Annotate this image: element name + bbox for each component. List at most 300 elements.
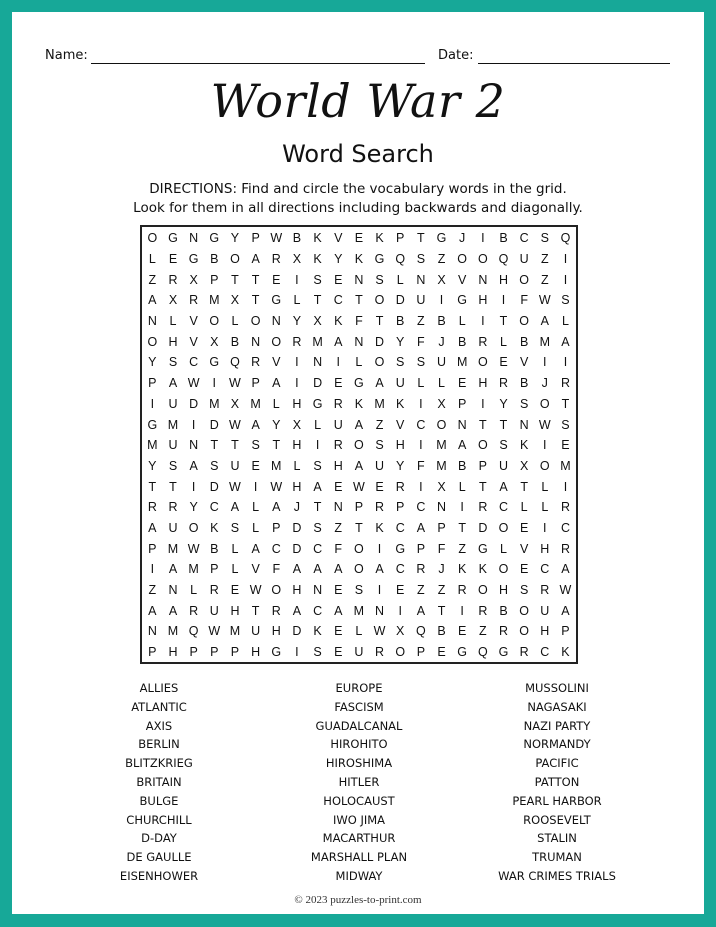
- grid-letter[interactable]: I: [543, 355, 547, 370]
- grid-letter[interactable]: Q: [498, 252, 509, 267]
- grid-letter[interactable]: O: [209, 314, 220, 329]
- grid-letter[interactable]: S: [396, 355, 405, 370]
- grid-letter[interactable]: M: [436, 438, 447, 453]
- grid-letter[interactable]: H: [333, 458, 343, 473]
- grid-letter[interactable]: O: [519, 272, 529, 287]
- grid-letter[interactable]: S: [313, 645, 322, 660]
- grid-letter[interactable]: T: [272, 438, 281, 453]
- grid-letter[interactable]: T: [210, 438, 219, 453]
- grid-letter[interactable]: I: [295, 376, 299, 391]
- grid-letter[interactable]: L: [500, 541, 507, 556]
- grid-letter[interactable]: O: [395, 645, 406, 660]
- grid-letter[interactable]: A: [561, 334, 570, 349]
- grid-letter[interactable]: J: [438, 562, 445, 577]
- grid-letter[interactable]: X: [437, 396, 446, 411]
- grid-letter[interactable]: I: [212, 376, 217, 391]
- grid-letter[interactable]: L: [458, 479, 466, 494]
- grid-letter[interactable]: Y: [499, 396, 508, 411]
- grid-letter[interactable]: A: [354, 458, 364, 473]
- grid-letter[interactable]: C: [271, 541, 281, 556]
- grid-letter[interactable]: V: [272, 355, 281, 370]
- grid-letter[interactable]: A: [251, 541, 260, 556]
- grid-letter[interactable]: L: [355, 624, 363, 639]
- grid-letter[interactable]: A: [499, 479, 508, 494]
- grid-letter[interactable]: Q: [188, 624, 199, 639]
- grid-letter[interactable]: Z: [148, 583, 157, 598]
- grid-letter[interactable]: B: [396, 314, 405, 329]
- grid-letter[interactable]: Y: [189, 500, 198, 515]
- grid-letter[interactable]: P: [396, 231, 405, 246]
- grid-letter[interactable]: K: [313, 252, 322, 267]
- grid-letter[interactable]: H: [478, 293, 488, 308]
- grid-letter[interactable]: A: [540, 314, 549, 329]
- grid-letter[interactable]: O: [519, 314, 529, 329]
- grid-letter[interactable]: Q: [477, 645, 488, 660]
- grid-letter[interactable]: Y: [396, 458, 405, 473]
- grid-letter[interactable]: X: [313, 314, 322, 329]
- grid-letter[interactable]: E: [334, 479, 343, 494]
- grid-letter[interactable]: O: [539, 458, 550, 473]
- grid-letter[interactable]: U: [168, 520, 178, 535]
- grid-letter[interactable]: L: [231, 562, 239, 577]
- grid-letter[interactable]: W: [229, 417, 241, 432]
- grid-letter[interactable]: G: [209, 355, 220, 370]
- grid-letter[interactable]: K: [334, 314, 343, 329]
- grid-letter[interactable]: P: [437, 520, 446, 535]
- grid-letter[interactable]: H: [292, 438, 302, 453]
- grid-letter[interactable]: L: [355, 355, 363, 370]
- grid-letter[interactable]: I: [460, 603, 464, 618]
- grid-letter[interactable]: W: [249, 583, 262, 598]
- grid-letter[interactable]: N: [271, 314, 281, 329]
- grid-letter[interactable]: G: [354, 376, 364, 391]
- grid-letter[interactable]: A: [416, 520, 426, 535]
- grid-letter[interactable]: P: [148, 376, 157, 391]
- grid-letter[interactable]: D: [395, 293, 405, 308]
- grid-letter[interactable]: M: [353, 603, 365, 618]
- grid-letter[interactable]: S: [168, 458, 178, 473]
- grid-letter[interactable]: N: [189, 438, 199, 453]
- grid-letter[interactable]: O: [477, 438, 488, 453]
- grid-letter[interactable]: I: [543, 520, 547, 535]
- grid-letter[interactable]: Z: [334, 520, 343, 535]
- grid-letter[interactable]: R: [271, 603, 281, 618]
- grid-letter[interactable]: B: [230, 334, 240, 349]
- grid-letter[interactable]: C: [498, 500, 508, 515]
- grid-letter[interactable]: L: [148, 252, 156, 267]
- grid-letter[interactable]: D: [209, 417, 219, 432]
- grid-letter[interactable]: G: [147, 417, 158, 432]
- grid-letter[interactable]: L: [438, 376, 445, 391]
- grid-letter[interactable]: S: [210, 458, 219, 473]
- grid-letter[interactable]: R: [540, 583, 550, 598]
- grid-letter[interactable]: A: [251, 417, 260, 432]
- grid-letter[interactable]: B: [499, 603, 508, 618]
- grid-letter[interactable]: S: [251, 438, 260, 453]
- grid-letter[interactable]: N: [313, 583, 323, 598]
- grid-letter[interactable]: S: [519, 583, 529, 598]
- grid-letter[interactable]: R: [560, 541, 570, 556]
- grid-letter[interactable]: H: [540, 624, 550, 639]
- grid-letter[interactable]: L: [169, 314, 177, 329]
- grid-letter[interactable]: L: [314, 417, 322, 432]
- grid-letter[interactable]: T: [479, 479, 487, 494]
- grid-letter[interactable]: A: [292, 603, 302, 618]
- grid-letter[interactable]: N: [168, 583, 178, 598]
- grid-letter[interactable]: Z: [375, 417, 384, 432]
- grid-letter[interactable]: E: [334, 645, 343, 660]
- grid-letter[interactable]: F: [437, 541, 446, 556]
- grid-letter[interactable]: X: [230, 396, 240, 411]
- grid-letter[interactable]: L: [293, 293, 301, 308]
- grid-letter[interactable]: G: [312, 396, 323, 411]
- grid-letter[interactable]: B: [458, 458, 467, 473]
- grid-letter[interactable]: A: [168, 562, 178, 577]
- grid-letter[interactable]: C: [416, 417, 426, 432]
- grid-letter[interactable]: R: [168, 500, 178, 515]
- grid-letter[interactable]: A: [334, 603, 343, 618]
- grid-letter[interactable]: S: [519, 396, 529, 411]
- grid-letter[interactable]: T: [313, 500, 322, 515]
- grid-letter[interactable]: R: [498, 624, 508, 639]
- grid-letter[interactable]: C: [313, 541, 323, 556]
- grid-letter[interactable]: V: [519, 541, 529, 556]
- grid-letter[interactable]: T: [499, 417, 508, 432]
- grid-letter[interactable]: T: [437, 603, 446, 618]
- grid-letter[interactable]: H: [292, 396, 302, 411]
- grid-letter[interactable]: H: [478, 376, 488, 391]
- grid-letter[interactable]: D: [292, 624, 302, 639]
- grid-letter[interactable]: T: [313, 293, 322, 308]
- grid-letter[interactable]: B: [519, 376, 529, 391]
- grid-letter[interactable]: I: [150, 396, 155, 411]
- grid-letter[interactable]: T: [231, 272, 239, 287]
- grid-letter[interactable]: C: [189, 355, 199, 370]
- grid-letter[interactable]: K: [354, 252, 364, 267]
- grid-letter[interactable]: P: [416, 541, 426, 556]
- grid-letter[interactable]: R: [168, 272, 178, 287]
- grid-letter[interactable]: T: [169, 479, 177, 494]
- grid-letter[interactable]: G: [477, 541, 488, 556]
- grid-letter[interactable]: C: [395, 520, 405, 535]
- grid-letter[interactable]: Q: [395, 252, 406, 267]
- grid-letter[interactable]: G: [271, 645, 282, 660]
- grid-letter[interactable]: I: [481, 231, 485, 246]
- grid-letter[interactable]: M: [229, 624, 241, 639]
- grid-letter[interactable]: R: [478, 334, 488, 349]
- grid-letter[interactable]: A: [313, 479, 322, 494]
- grid-letter[interactable]: H: [271, 624, 281, 639]
- grid-letter[interactable]: K: [519, 438, 529, 453]
- grid-letter[interactable]: L: [417, 376, 425, 391]
- grid-letter[interactable]: W: [270, 479, 283, 494]
- grid-letter[interactable]: T: [479, 417, 487, 432]
- grid-letter[interactable]: U: [168, 438, 178, 453]
- grid-letter[interactable]: M: [250, 396, 261, 411]
- grid-letter[interactable]: W: [559, 583, 572, 598]
- grid-letter[interactable]: G: [457, 645, 468, 660]
- grid-letter[interactable]: L: [500, 334, 507, 349]
- grid-letter[interactable]: Q: [560, 231, 571, 246]
- grid-letter[interactable]: Z: [437, 583, 446, 598]
- grid-letter[interactable]: K: [210, 520, 219, 535]
- grid-letter[interactable]: A: [251, 252, 260, 267]
- grid-letter[interactable]: N: [457, 417, 467, 432]
- grid-letter[interactable]: T: [561, 396, 570, 411]
- grid-letter[interactable]: U: [333, 417, 343, 432]
- grid-letter[interactable]: M: [167, 541, 179, 556]
- grid-letter[interactable]: L: [541, 500, 549, 515]
- grid-letter[interactable]: B: [437, 314, 446, 329]
- grid-letter[interactable]: O: [477, 252, 488, 267]
- grid-letter[interactable]: F: [272, 562, 281, 577]
- grid-letter[interactable]: R: [560, 376, 570, 391]
- grid-letter[interactable]: E: [230, 583, 240, 598]
- grid-letter[interactable]: T: [458, 520, 466, 535]
- grid-letter[interactable]: Z: [479, 624, 487, 639]
- grid-letter[interactable]: A: [189, 458, 198, 473]
- grid-letter[interactable]: I: [543, 438, 547, 453]
- grid-letter[interactable]: R: [333, 438, 343, 453]
- grid-letter[interactable]: R: [147, 500, 157, 515]
- grid-letter[interactable]: O: [271, 334, 282, 349]
- grid-letter[interactable]: N: [313, 355, 323, 370]
- grid-letter[interactable]: O: [354, 541, 364, 556]
- grid-letter[interactable]: S: [230, 520, 240, 535]
- grid-letter[interactable]: O: [147, 231, 158, 246]
- grid-letter[interactable]: T: [148, 479, 157, 494]
- grid-letter[interactable]: P: [251, 231, 260, 246]
- grid-letter[interactable]: K: [313, 231, 322, 246]
- grid-letter[interactable]: S: [354, 583, 364, 598]
- grid-letter[interactable]: K: [396, 396, 405, 411]
- grid-letter[interactable]: O: [436, 417, 447, 432]
- grid-letter[interactable]: U: [230, 458, 240, 473]
- grid-letter[interactable]: O: [477, 355, 488, 370]
- grid-letter[interactable]: A: [168, 603, 178, 618]
- grid-letter[interactable]: H: [292, 583, 302, 598]
- grid-letter[interactable]: W: [373, 624, 386, 639]
- grid-letter[interactable]: T: [231, 438, 239, 453]
- grid-letter[interactable]: P: [251, 376, 260, 391]
- grid-letter[interactable]: E: [334, 376, 343, 391]
- grid-letter[interactable]: H: [251, 645, 261, 660]
- grid-letter[interactable]: D: [292, 541, 302, 556]
- grid-letter[interactable]: S: [168, 355, 178, 370]
- grid-letter[interactable]: T: [251, 603, 260, 618]
- grid-letter[interactable]: Q: [230, 355, 240, 370]
- grid-letter[interactable]: D: [313, 376, 323, 391]
- grid-letter[interactable]: Y: [272, 417, 281, 432]
- grid-letter[interactable]: H: [498, 272, 508, 287]
- grid-letter[interactable]: I: [377, 583, 382, 598]
- grid-letter[interactable]: Y: [148, 355, 157, 370]
- grid-letter[interactable]: A: [334, 334, 343, 349]
- grid-letter[interactable]: P: [189, 645, 198, 660]
- grid-letter[interactable]: L: [396, 272, 404, 287]
- grid-letter[interactable]: W: [187, 541, 200, 556]
- grid-letter[interactable]: O: [519, 624, 529, 639]
- grid-letter[interactable]: T: [375, 314, 384, 329]
- grid-letter[interactable]: H: [230, 603, 240, 618]
- grid-letter[interactable]: U: [519, 252, 529, 267]
- grid-letter[interactable]: V: [396, 417, 405, 432]
- grid-letter[interactable]: C: [540, 562, 550, 577]
- grid-letter[interactable]: S: [313, 458, 322, 473]
- grid-letter[interactable]: Q: [415, 624, 426, 639]
- grid-letter[interactable]: N: [416, 272, 426, 287]
- grid-letter[interactable]: B: [210, 541, 219, 556]
- grid-letter[interactable]: A: [375, 562, 384, 577]
- grid-letter[interactable]: C: [313, 603, 323, 618]
- grid-letter[interactable]: N: [147, 314, 157, 329]
- grid-letter[interactable]: A: [561, 603, 570, 618]
- grid-letter[interactable]: I: [253, 479, 258, 494]
- grid-letter[interactable]: L: [541, 479, 549, 494]
- grid-letter[interactable]: O: [354, 562, 364, 577]
- grid-letter[interactable]: I: [481, 314, 485, 329]
- grid-letter[interactable]: A: [416, 603, 426, 618]
- grid-letter[interactable]: K: [354, 396, 364, 411]
- grid-letter[interactable]: N: [437, 500, 447, 515]
- grid-letter[interactable]: J: [438, 334, 445, 349]
- grid-letter[interactable]: I: [563, 479, 568, 494]
- grid-letter[interactable]: M: [539, 334, 550, 349]
- grid-letter[interactable]: P: [561, 624, 570, 639]
- grid-letter[interactable]: E: [458, 624, 467, 639]
- grid-letter[interactable]: M: [312, 334, 323, 349]
- grid-letter[interactable]: R: [271, 252, 281, 267]
- grid-letter[interactable]: R: [416, 562, 426, 577]
- grid-letter[interactable]: L: [252, 500, 260, 515]
- grid-letter[interactable]: E: [437, 645, 446, 660]
- grid-letter[interactable]: I: [460, 500, 464, 515]
- grid-letter[interactable]: O: [374, 293, 385, 308]
- grid-letter[interactable]: I: [295, 645, 299, 660]
- grid-letter[interactable]: A: [148, 293, 157, 308]
- grid-letter[interactable]: V: [458, 272, 467, 287]
- grid-letter[interactable]: W: [208, 624, 221, 639]
- grid-letter[interactable]: O: [250, 314, 261, 329]
- grid-letter[interactable]: I: [398, 603, 402, 618]
- grid-letter[interactable]: I: [563, 272, 568, 287]
- grid-letter[interactable]: N: [354, 334, 364, 349]
- grid-letter[interactable]: Y: [334, 252, 343, 267]
- grid-letter[interactable]: A: [375, 376, 384, 391]
- grid-letter[interactable]: D: [292, 520, 302, 535]
- grid-letter[interactable]: R: [292, 334, 302, 349]
- grid-letter[interactable]: X: [437, 479, 446, 494]
- grid-letter[interactable]: P: [148, 645, 157, 660]
- grid-letter[interactable]: Y: [292, 314, 302, 329]
- grid-letter[interactable]: F: [417, 334, 425, 349]
- grid-letter[interactable]: X: [210, 334, 219, 349]
- grid-letter[interactable]: I: [481, 396, 485, 411]
- grid-letter[interactable]: A: [292, 562, 302, 577]
- grid-letter[interactable]: S: [416, 355, 426, 370]
- grid-letter[interactable]: Z: [540, 252, 549, 267]
- grid-letter[interactable]: O: [374, 355, 385, 370]
- grid-letter[interactable]: A: [561, 562, 570, 577]
- grid-letter[interactable]: X: [168, 293, 178, 308]
- grid-letter[interactable]: H: [168, 334, 178, 349]
- grid-letter[interactable]: U: [375, 458, 385, 473]
- grid-letter[interactable]: G: [168, 231, 178, 246]
- grid-letter[interactable]: W: [270, 231, 283, 246]
- grid-letter[interactable]: S: [540, 231, 549, 246]
- grid-letter[interactable]: U: [498, 458, 508, 473]
- grid-letter[interactable]: G: [271, 293, 282, 308]
- grid-letter[interactable]: Z: [417, 583, 425, 598]
- grid-letter[interactable]: N: [251, 334, 261, 349]
- grid-letter[interactable]: O: [354, 438, 364, 453]
- grid-letter[interactable]: K: [478, 562, 487, 577]
- grid-letter[interactable]: P: [478, 458, 487, 473]
- grid-letter[interactable]: X: [292, 252, 302, 267]
- grid-letter[interactable]: M: [436, 458, 447, 473]
- grid-letter[interactable]: M: [456, 355, 468, 370]
- grid-letter[interactable]: N: [354, 272, 364, 287]
- grid-letter[interactable]: I: [501, 293, 506, 308]
- grid-letter[interactable]: G: [374, 252, 385, 267]
- grid-letter[interactable]: C: [560, 520, 570, 535]
- grid-letter[interactable]: P: [210, 645, 219, 660]
- grid-letter[interactable]: N: [519, 417, 529, 432]
- grid-letter[interactable]: W: [538, 417, 551, 432]
- grid-letter[interactable]: S: [375, 272, 384, 287]
- grid-letter[interactable]: E: [334, 272, 343, 287]
- grid-letter[interactable]: T: [520, 479, 528, 494]
- grid-letter[interactable]: S: [561, 293, 570, 308]
- grid-letter[interactable]: G: [395, 541, 406, 556]
- grid-letter[interactable]: B: [458, 334, 467, 349]
- grid-letter[interactable]: J: [293, 500, 301, 515]
- grid-letter[interactable]: I: [295, 272, 299, 287]
- grid-letter[interactable]: W: [538, 293, 551, 308]
- grid-letter[interactable]: O: [230, 252, 240, 267]
- grid-letter[interactable]: K: [313, 624, 322, 639]
- grid-letter[interactable]: F: [355, 314, 363, 329]
- grid-letter[interactable]: A: [168, 376, 178, 391]
- grid-letter[interactable]: A: [354, 417, 364, 432]
- grid-letter[interactable]: W: [187, 376, 200, 391]
- grid-letter[interactable]: Y: [148, 458, 157, 473]
- grid-letter[interactable]: X: [396, 624, 405, 639]
- grid-letter[interactable]: E: [458, 376, 467, 391]
- grid-letter[interactable]: M: [167, 624, 179, 639]
- grid-letter[interactable]: B: [499, 231, 508, 246]
- grid-letter[interactable]: H: [168, 645, 178, 660]
- grid-letter[interactable]: E: [499, 355, 508, 370]
- grid-letter[interactable]: L: [231, 314, 239, 329]
- grid-letter[interactable]: P: [210, 562, 219, 577]
- grid-letter[interactable]: E: [334, 583, 343, 598]
- grid-letter[interactable]: S: [375, 438, 384, 453]
- grid-letter[interactable]: R: [375, 500, 385, 515]
- grid-letter[interactable]: Z: [437, 252, 446, 267]
- grid-letter[interactable]: Z: [148, 272, 157, 287]
- grid-letter[interactable]: P: [272, 520, 281, 535]
- grid-letter[interactable]: N: [478, 272, 488, 287]
- grid-letter[interactable]: O: [188, 520, 199, 535]
- grid-letter[interactable]: I: [419, 396, 423, 411]
- grid-letter[interactable]: I: [191, 479, 196, 494]
- grid-letter[interactable]: U: [354, 645, 364, 660]
- grid-letter[interactable]: S: [313, 272, 322, 287]
- grid-letter[interactable]: T: [417, 231, 425, 246]
- grid-letter[interactable]: P: [458, 396, 467, 411]
- grid-letter[interactable]: A: [458, 438, 467, 453]
